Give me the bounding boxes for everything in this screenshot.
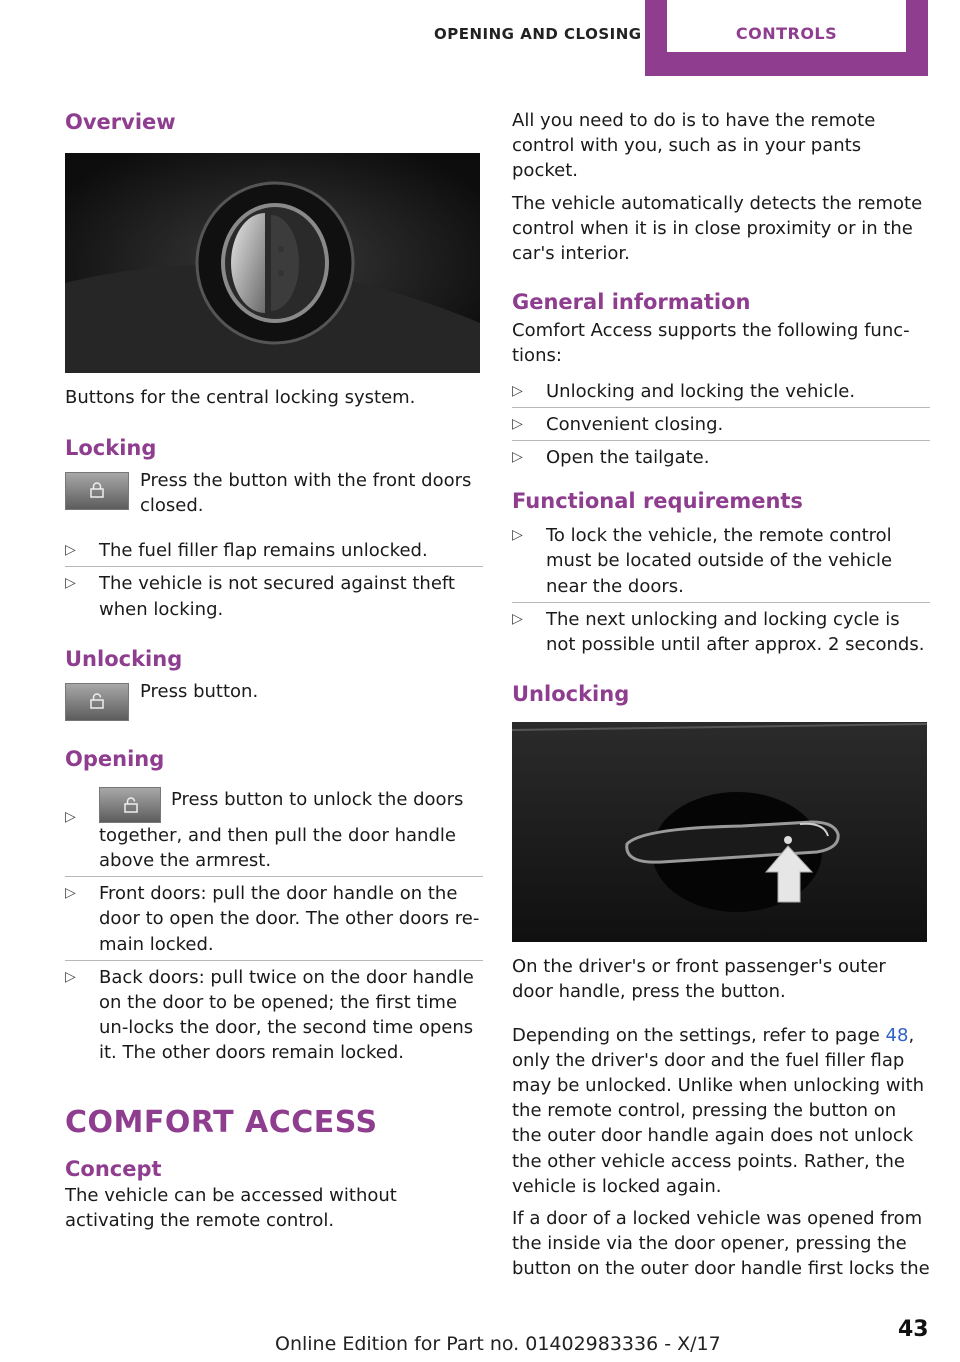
list-item: ▷ The next unlocking and locking cycle is not possible until after approx. 2 seconds. xyxy=(512,602,930,660)
triangle-bullet-icon: ▷ xyxy=(65,808,76,825)
page-reference-link[interactable]: 48 xyxy=(885,1024,909,1046)
settings-paragraph: Depending on the settings, refer to page 48, only the driver's door and the fuel filler flap may be unlocked. Unlike when unlocking with the remote control, pressing the button on the outer door handle again does not unlock the other vehicle access points. Rather, the vehicle is locked again. xyxy=(512,1024,925,1197)
running-header-section: OPENING AND CLOSING xyxy=(434,25,642,43)
opening-list xyxy=(65,783,483,1069)
list-item: ▷ The vehicle is not secured against theft when locking. xyxy=(65,566,483,624)
triangle-bullet-icon: ▷ xyxy=(512,449,523,466)
list-item: ▷ Open the tailgate. xyxy=(512,440,930,473)
intro-paragraph-1: All you need to do is to have the remote control with you, such as in your pants pocket. xyxy=(512,110,876,182)
unlock-icon xyxy=(124,797,138,813)
comfort-access-heading: COMFORT ACCESS xyxy=(65,1104,378,1140)
unlocking-instruction xyxy=(65,679,483,725)
overview-heading: Overview xyxy=(65,110,176,134)
door-handle-illustration xyxy=(512,722,927,942)
list-item: ▷ Back doors: pull twice on the door handle on the door to be opened; the first time un-locks the door, the second time opens it. The other doors remain locked. xyxy=(65,960,483,1069)
unlock-button-image xyxy=(65,683,129,721)
door-opened-paragraph: If a door of a locked vehicle was opened from the inside via the door opener, pressing the button on the outer door handle first locks the xyxy=(512,1208,930,1280)
functional-requirements-heading: Functional requirements xyxy=(512,489,803,514)
unlocking-text: Press button. xyxy=(140,680,259,702)
central-locking-buttons-photo xyxy=(65,153,480,373)
door-handle-caption: On the driver's or front passenger's outer door handle, press the button. xyxy=(512,956,886,1003)
triangle-bullet-icon: ▷ xyxy=(65,575,76,592)
door-handle-photo xyxy=(512,722,927,942)
chapter-title: CONTROLS xyxy=(667,0,906,52)
lock-icon xyxy=(90,482,104,498)
triangle-bullet-icon: ▷ xyxy=(65,885,76,902)
chapter-tab xyxy=(645,0,928,76)
locking-text: Press the button with the front doors closed. xyxy=(140,470,472,517)
general-information-list xyxy=(512,375,930,474)
triangle-bullet-icon: ▷ xyxy=(65,542,76,559)
concept-heading: Concept xyxy=(65,1156,162,1181)
list-item: ▷ The fuel filler flap remains unlocked. xyxy=(65,534,483,566)
triangle-bullet-icon: ▷ xyxy=(512,382,523,399)
locking-heading: Locking xyxy=(65,436,157,461)
locking-list xyxy=(65,534,483,625)
concept-text: The vehicle can be accessed without activating the remote control. xyxy=(65,1184,397,1231)
lock-button-image xyxy=(65,472,129,510)
locking-instruction xyxy=(65,468,483,520)
page-number: 43 xyxy=(898,1317,929,1342)
unlock-icon xyxy=(90,693,104,709)
list-item: ▷ To lock the vehicle, the remote control must be located outside of the vehicle near the doors. xyxy=(512,525,893,597)
general-information-heading: General information xyxy=(512,290,751,315)
general-information-text: Comfort Access supports the following func-tions: xyxy=(512,320,910,367)
triangle-bullet-icon: ▷ xyxy=(65,968,76,985)
list-item: ▷ Press button to unlock the doors together, and then pull the door handle above the armrest. xyxy=(65,788,464,872)
intro-paragraph-2: The vehicle automatically detects the remote control when it is in close proximity or in the car's interior. xyxy=(512,192,923,265)
opening-heading: Opening xyxy=(65,746,165,771)
functional-requirements-list xyxy=(512,519,930,660)
unlocking-heading: Unlocking xyxy=(65,646,183,671)
left-column xyxy=(65,108,483,1233)
central-locking-illustration xyxy=(65,153,480,373)
list-item: ▷ Convenient closing. xyxy=(512,407,930,440)
list-item: ▷ Unlocking and locking the vehicle. xyxy=(512,375,930,407)
overview-caption: Buttons for the central locking system. xyxy=(65,387,416,408)
list-item: ▷ Front doors: pull the door handle on the door to open the door. The other doors re-main locked. xyxy=(65,876,483,960)
unlock-button-image xyxy=(99,787,161,823)
unlocking-heading-right: Unlocking xyxy=(512,682,630,707)
triangle-bullet-icon: ▷ xyxy=(512,610,523,627)
footer-edition-text: Online Edition for Part no. 01402983336 - X/17 xyxy=(275,1333,721,1355)
triangle-bullet-icon: ▷ xyxy=(512,527,523,544)
triangle-bullet-icon: ▷ xyxy=(512,415,523,432)
right-column xyxy=(512,108,930,1282)
